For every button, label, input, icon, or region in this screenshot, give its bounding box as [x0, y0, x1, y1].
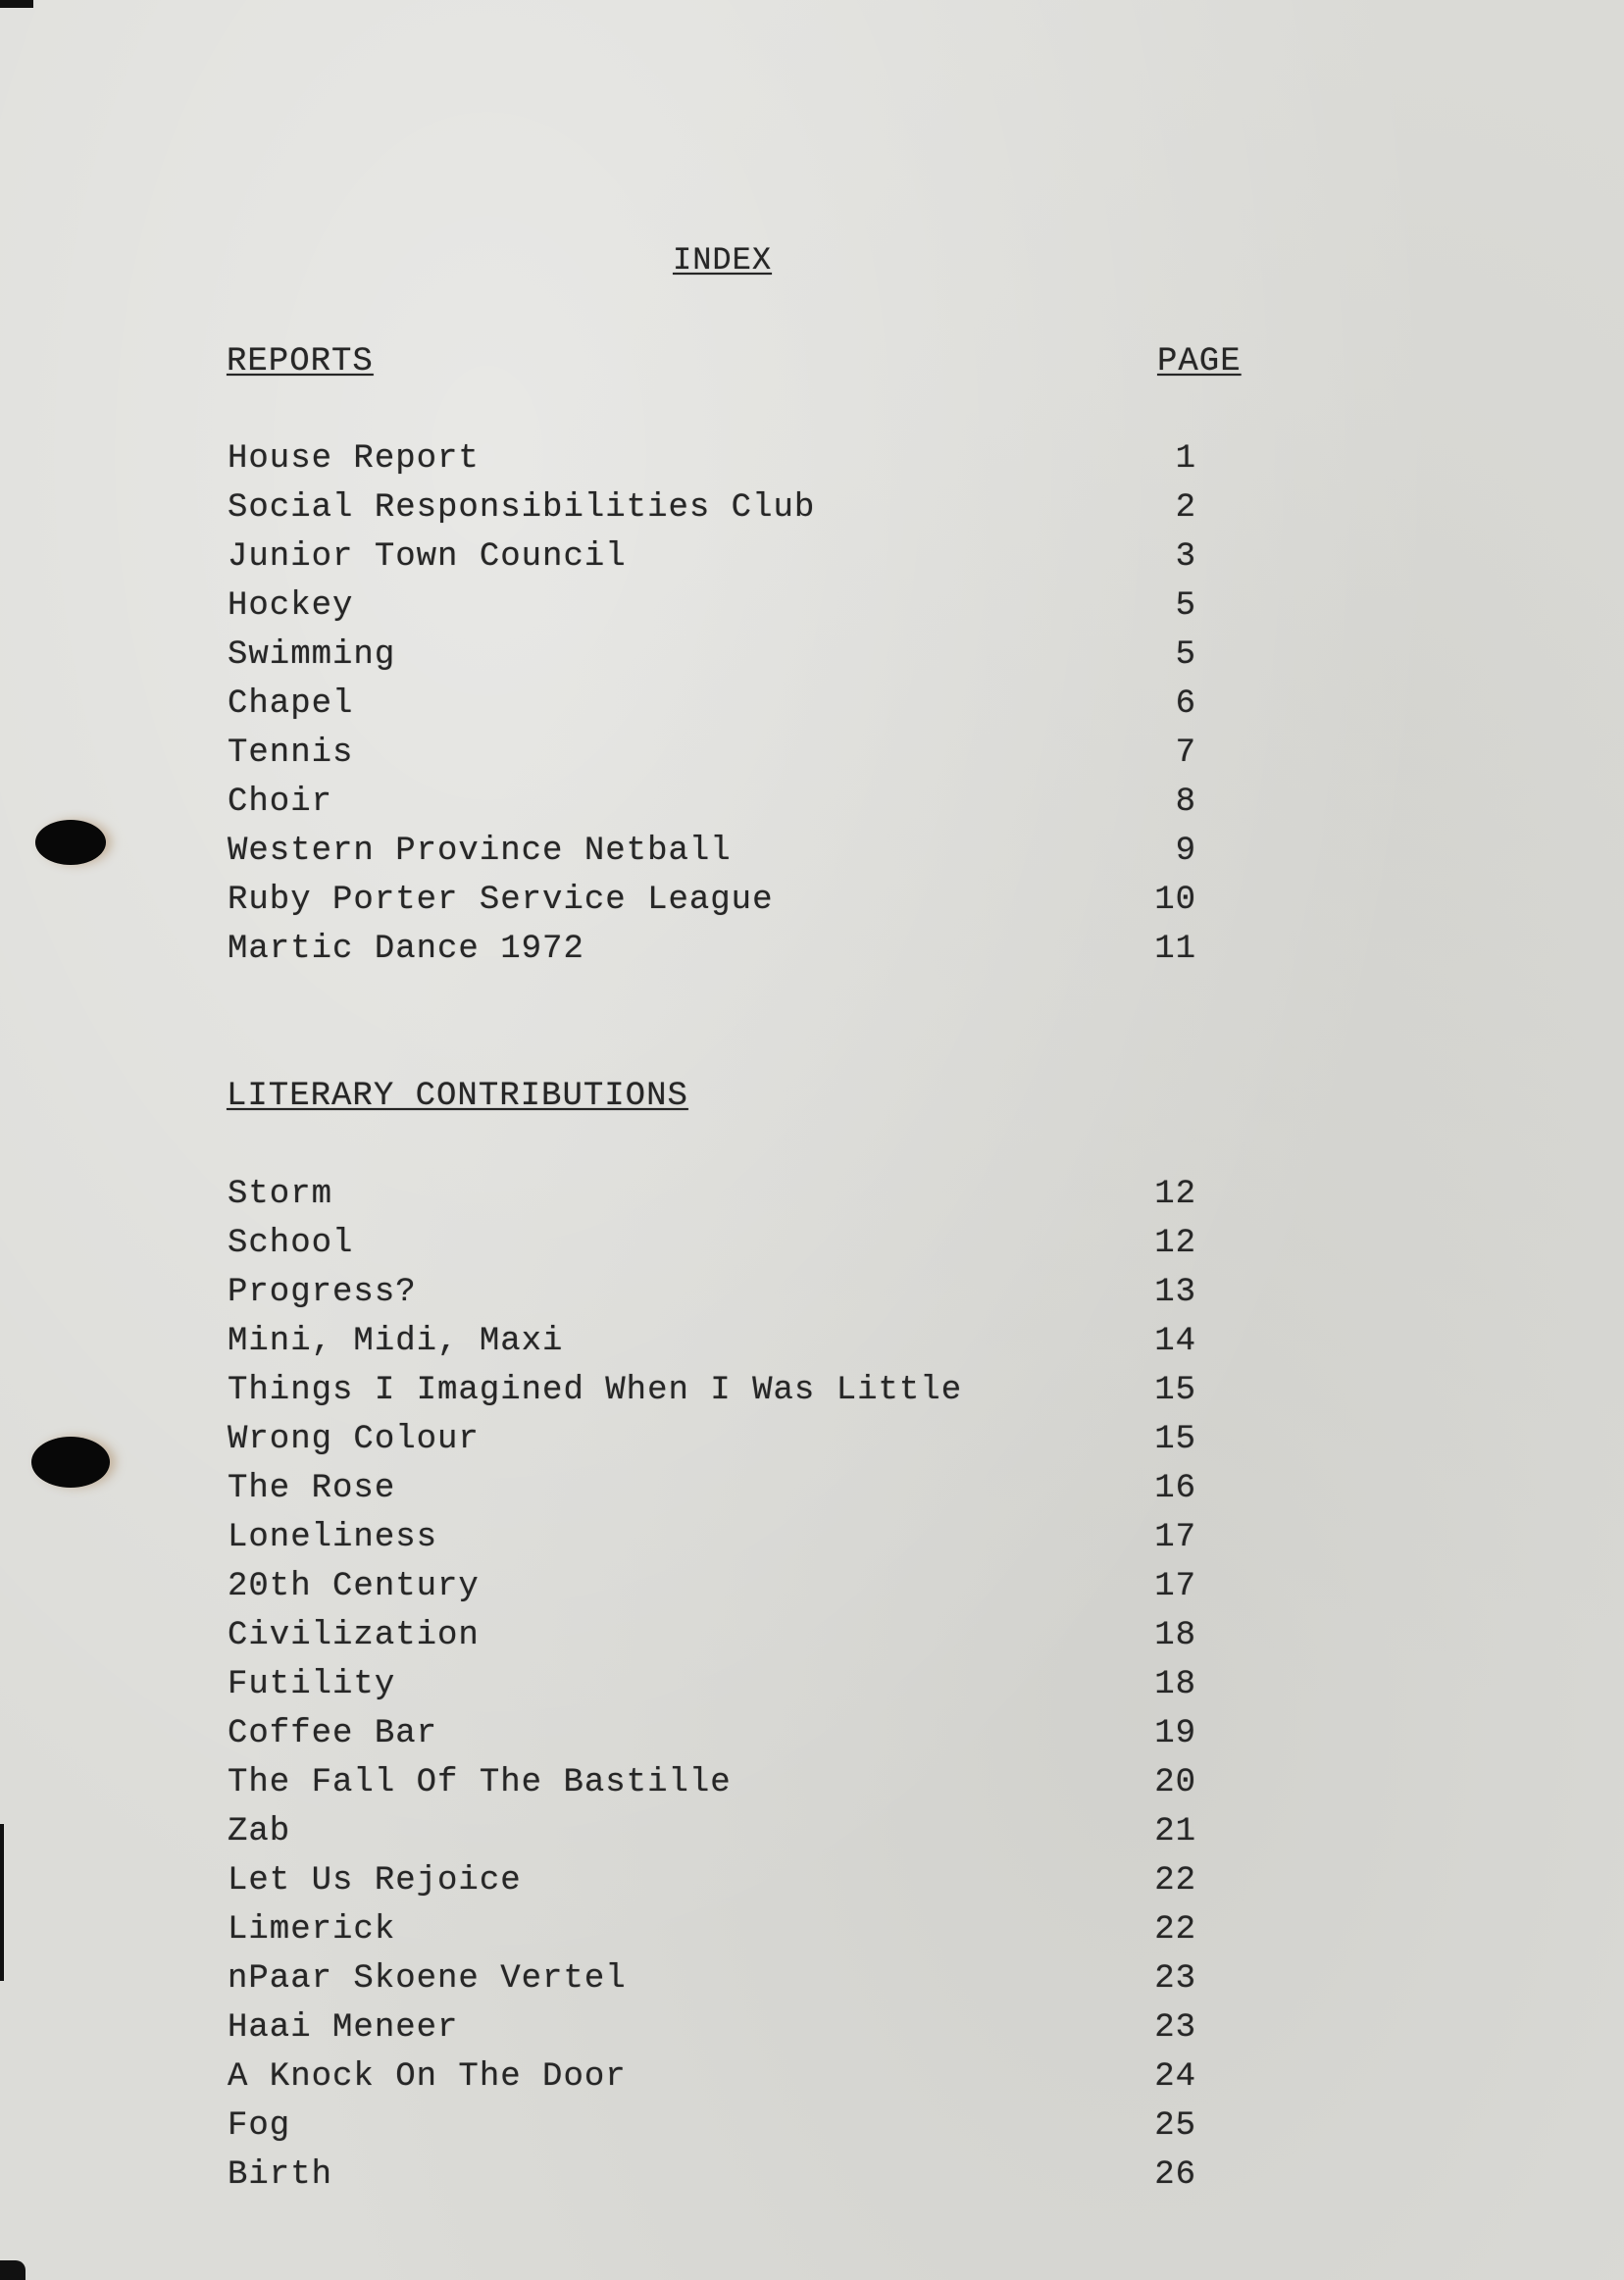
index-entry-title: Civilization [228, 1617, 480, 1654]
index-entry-page: 17 [1154, 1568, 1196, 1605]
index-entry-page: 22 [1154, 1911, 1196, 1949]
index-entry-title: Swimming [228, 636, 396, 674]
index-entry-page: 12 [1154, 1225, 1196, 1262]
scan-edge-left [0, 1824, 4, 1981]
index-entry-page: 23 [1154, 1960, 1196, 1998]
index-entry-title: Western Province Netball [228, 833, 732, 870]
literary-heading: LITERARY CONTRIBUTIONS [227, 1078, 688, 1115]
punch-hole-bottom [31, 1437, 110, 1488]
index-entry-page: 15 [1154, 1372, 1196, 1409]
index-entry-title: Wrong Colour [228, 1421, 480, 1458]
index-entry-title: Birth [228, 2156, 333, 2194]
index-entry-title: A Knock On The Door [228, 2058, 627, 2096]
index-entry-page: 5 [1175, 636, 1196, 674]
page-title: INDEX [673, 242, 773, 279]
index-entry-title: Storm [228, 1176, 333, 1213]
index-entry-title: Loneliness [228, 1519, 438, 1556]
index-entry-title: Futility [228, 1666, 396, 1703]
index-entry-page: 13 [1154, 1274, 1196, 1311]
index-entry-page: 21 [1154, 1813, 1196, 1850]
index-entry-title: Limerick [228, 1911, 396, 1949]
scan-edge-bottom-left [0, 2260, 25, 2280]
page-column-heading: PAGE [1157, 343, 1242, 380]
index-entry-title: Mini, Midi, Maxi [228, 1323, 564, 1360]
index-entry-page: 25 [1154, 2107, 1196, 2145]
index-entry-title: nPaar Skoene Vertel [228, 1960, 627, 1998]
index-entry-page: 15 [1154, 1421, 1196, 1458]
index-entry-page: 3 [1175, 538, 1196, 576]
index-entry-title: Let Us Rejoice [228, 1862, 522, 1900]
index-entry-title: Things I Imagined When I Was Little [228, 1372, 963, 1409]
index-entry-title: Junior Town Council [228, 538, 627, 576]
index-entry-page: 6 [1175, 685, 1196, 723]
punch-hole-top [35, 820, 106, 865]
index-entry-page: 22 [1154, 1862, 1196, 1900]
index-entry-title: Tennis [228, 735, 354, 772]
index-entry-title: Choir [228, 784, 333, 821]
index-entry-page: 18 [1154, 1617, 1196, 1654]
index-entry-page: 7 [1175, 735, 1196, 772]
scan-edge-top-left [0, 0, 33, 8]
index-entry-page: 12 [1154, 1176, 1196, 1213]
reports-heading: REPORTS [227, 343, 374, 380]
index-entry-title: School [228, 1225, 354, 1262]
index-entry-page: 16 [1154, 1470, 1196, 1507]
index-entry-page: 1 [1175, 440, 1196, 478]
index-entry-page: 11 [1154, 931, 1196, 968]
index-entry-title: House Report [228, 440, 480, 478]
index-entry-page: 8 [1175, 784, 1196, 821]
index-entry-title: Martic Dance 1972 [228, 931, 584, 968]
index-entry-title: Fog [228, 2107, 291, 2145]
index-entry-title: Coffee Bar [228, 1715, 438, 1752]
index-entry-page: 18 [1154, 1666, 1196, 1703]
index-entry-title: Haai Meneer [228, 2009, 459, 2047]
index-entry-page: 26 [1154, 2156, 1196, 2194]
index-entry-title: The Rose [228, 1470, 396, 1507]
index-entry-title: The Fall Of The Bastille [228, 1764, 732, 1801]
index-entry-page: 5 [1175, 587, 1196, 625]
index-entry-title: Social Responsibilities Club [228, 489, 816, 527]
index-entry-page: 14 [1154, 1323, 1196, 1360]
index-entry-title: 20th Century [228, 1568, 480, 1605]
index-entry-page: 20 [1154, 1764, 1196, 1801]
index-entry-page: 2 [1175, 489, 1196, 527]
index-entry-title: Hockey [228, 587, 354, 625]
index-entry-page: 9 [1175, 833, 1196, 870]
index-entry-page: 17 [1154, 1519, 1196, 1556]
index-entry-title: Chapel [228, 685, 354, 723]
index-entry-page: 24 [1154, 2058, 1196, 2096]
index-entry-title: Zab [228, 1813, 291, 1850]
index-entry-title: Ruby Porter Service League [228, 882, 774, 919]
index-entry-page: 10 [1154, 882, 1196, 919]
index-entry-page: 23 [1154, 2009, 1196, 2047]
index-entry-page: 19 [1154, 1715, 1196, 1752]
index-entry-title: Progress? [228, 1274, 417, 1311]
